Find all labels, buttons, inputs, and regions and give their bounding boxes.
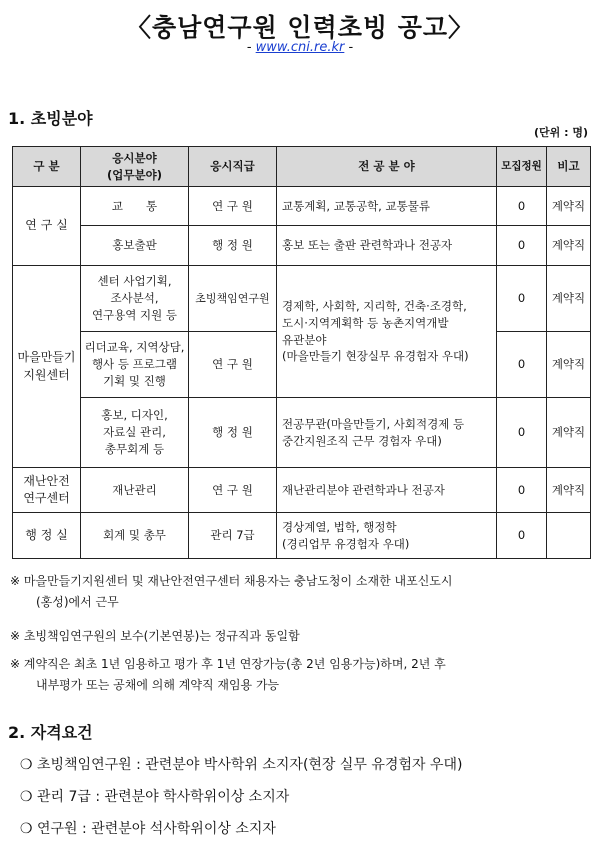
cell-major-text: 경제학, 사회학, 지리학, 건축·조경학, 도시·지역계획학 등 농촌지역개발 유관분야 (마을만들기 현장실무 유경험자 우대) bbox=[282, 299, 469, 364]
cell-count: 0 bbox=[497, 187, 547, 226]
group-disaster bbox=[13, 468, 81, 513]
unit-label: (단위 : 명) bbox=[534, 126, 588, 139]
cell-major bbox=[277, 398, 497, 468]
cell-count: 0 bbox=[497, 226, 547, 266]
cell-note bbox=[547, 513, 591, 559]
col-header-field-text: 응시분야 (업무분야) bbox=[107, 150, 162, 182]
cell-note: 계약직 bbox=[547, 332, 591, 398]
col-header-category: 구 분 bbox=[13, 147, 81, 187]
table-row bbox=[13, 226, 591, 266]
requirement-item: ❍ 초빙책임연구원 : 관련분야 박사학위 소지자(현장 실무 유경험자 우대) bbox=[20, 757, 463, 773]
section1-heading: 1. 초빙분야 bbox=[8, 109, 93, 128]
recruitment-table bbox=[12, 146, 591, 559]
cell-count: 0 bbox=[497, 398, 547, 468]
cell-rank: 초빙책임연구원 bbox=[189, 266, 277, 332]
cell-field: 교 통 bbox=[81, 187, 189, 226]
col-header-rank: 응시직급 bbox=[189, 147, 277, 187]
website-link[interactable]: www.cni.re.kr bbox=[255, 40, 345, 55]
cell-count: 0 bbox=[497, 332, 547, 398]
table-row bbox=[13, 513, 591, 559]
cell-major: 홍보 또는 출판 관련학과나 전공자 bbox=[277, 226, 497, 266]
cell-field: 재난관리 bbox=[81, 468, 189, 513]
col-header-note: 비고 bbox=[547, 147, 591, 187]
table-row bbox=[13, 187, 591, 226]
cell-note: 계약직 bbox=[547, 226, 591, 266]
table-row bbox=[13, 266, 591, 332]
subtitle-prefix: - bbox=[246, 40, 256, 55]
cell-rank: 연 구 원 bbox=[189, 468, 277, 513]
cell-field bbox=[81, 398, 189, 468]
cell-field bbox=[81, 332, 189, 398]
table-row bbox=[13, 468, 591, 513]
requirement-item: ❍ 관리 7급 : 관련분야 학사학위이상 소지자 bbox=[20, 789, 290, 805]
cell-field: 회계 및 총무 bbox=[81, 513, 189, 559]
note-3-line2: 내부평가 또는 공채에 의해 계약직 재임용 가능 bbox=[36, 678, 280, 692]
cell-field: 홍보출판 bbox=[81, 226, 189, 266]
cell-note: 계약직 bbox=[547, 266, 591, 332]
cell-count: 0 bbox=[497, 266, 547, 332]
cell-field bbox=[81, 266, 189, 332]
cell-rank: 관리 7급 bbox=[189, 513, 277, 559]
cell-major-merged bbox=[277, 266, 497, 398]
cell-major-text: 전공무관(마을만들기, 사회적경제 등 중간지원조직 근무 경험자 우대) bbox=[282, 416, 465, 448]
subtitle-suffix: - bbox=[344, 40, 354, 55]
cell-field-text: 홍보, 디자인, 자료실 관리, 총무회계 등 bbox=[101, 408, 168, 456]
cell-rank: 행 정 원 bbox=[189, 226, 277, 266]
cell-field-text: 리더교육, 지역상담, 행사 등 프로그램 기획 및 진행 bbox=[84, 340, 185, 388]
col-header-major: 전 공 분 야 bbox=[277, 147, 497, 187]
table-row bbox=[13, 398, 591, 468]
cell-count: 0 bbox=[497, 468, 547, 513]
cell-note: 계약직 bbox=[547, 187, 591, 226]
cell-major: 재난관리분야 관련학과나 전공자 bbox=[277, 468, 497, 513]
cell-rank: 연 구 원 bbox=[189, 187, 277, 226]
group-admin: 행 정 실 bbox=[13, 513, 81, 559]
page-title: 〈충남연구원 인력초빙 공고〉 bbox=[125, 13, 475, 42]
cell-note: 계약직 bbox=[547, 398, 591, 468]
note-2-line1: ※ 초빙책임연구원의 보수(기본연봉)는 정규직과 동일함 bbox=[10, 629, 300, 643]
cell-count: 0 bbox=[497, 513, 547, 559]
section2-heading: 2. 자격요건 bbox=[8, 723, 93, 742]
note-3 bbox=[10, 654, 590, 696]
note-3-line1: ※ 계약직은 최초 1년 임용하고 평가 후 1년 연장가능(총 2년 임용가능)하며, 2년 후 bbox=[10, 657, 446, 671]
requirement-item: ❍ 연구원 : 관련분야 석사학위이상 소지자 bbox=[20, 821, 276, 837]
note-1-line1: ※ 마을만들기지원센터 및 재난안전연구센터 채용자는 충남도청이 소재한 내포신도시 bbox=[10, 574, 453, 588]
cell-major bbox=[277, 513, 497, 559]
cell-major: 교통계획, 교통공학, 교통물류 bbox=[277, 187, 497, 226]
group-disaster-text: 재난안전 연구센터 bbox=[23, 473, 70, 505]
note-1-line2: (홍성)에서 근무 bbox=[36, 595, 119, 609]
page-subtitle bbox=[0, 40, 600, 55]
col-header-count: 모집정원 bbox=[497, 147, 547, 187]
cell-rank: 연 구 원 bbox=[189, 332, 277, 398]
note-2 bbox=[10, 626, 590, 647]
group-research: 연 구 실 bbox=[13, 187, 81, 266]
group-village bbox=[13, 266, 81, 468]
group-village-text: 마을만들기 지원센터 bbox=[17, 350, 76, 382]
cell-major-text: 경상계열, 법학, 행정학 (경리업무 유경험자 우대) bbox=[282, 519, 410, 551]
col-header-field bbox=[81, 147, 189, 187]
note-1 bbox=[10, 571, 590, 613]
cell-note: 계약직 bbox=[547, 468, 591, 513]
cell-rank: 행 정 원 bbox=[189, 398, 277, 468]
cell-field-text: 센터 사업기획, 조사분석, 연구용역 지원 등 bbox=[91, 274, 178, 322]
